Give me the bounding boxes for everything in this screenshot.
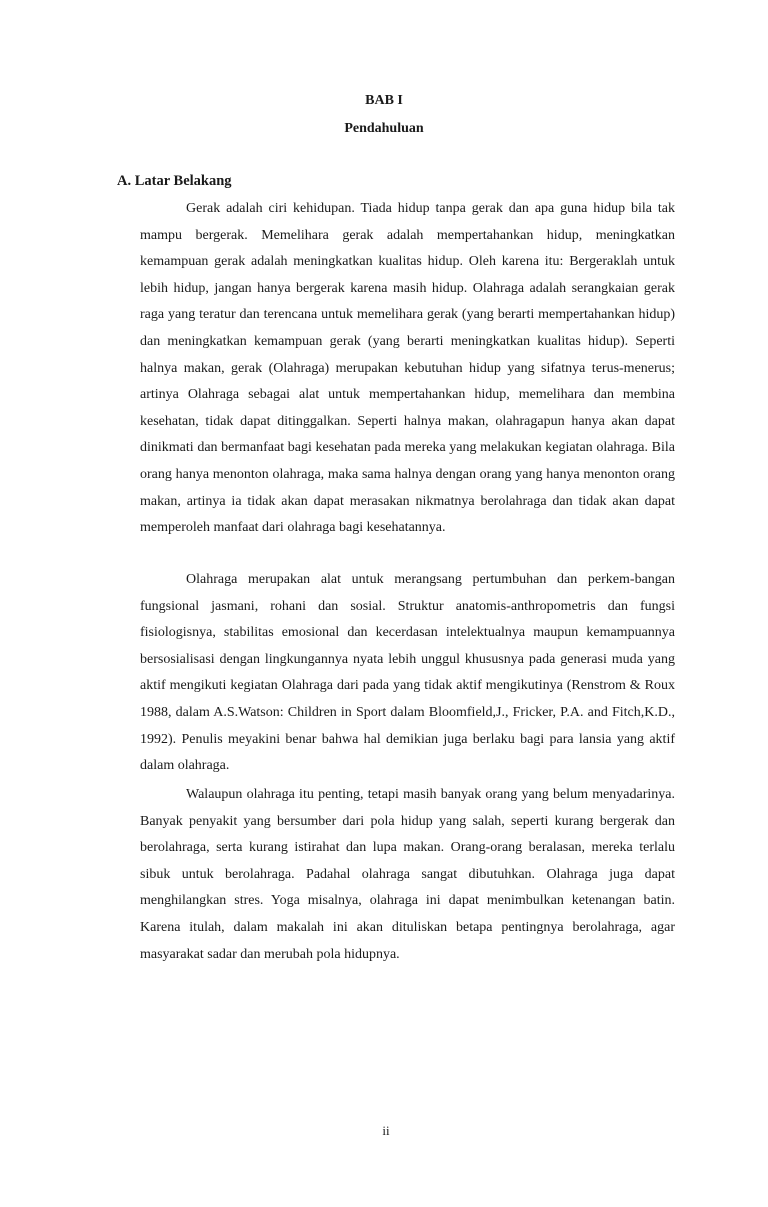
paragraph-1: Gerak adalah ciri kehidupan. Tiada hidup tanpa gerak dan apa guna hidup bila tak mampu bergerak. Memelihara gerak adalah mempertahankan hidup, meningkatkan kemampuan gerak adalah meningkatkan kualitas hidup. Oleh karena itu: Bergeraklah untuk lebih hidup, jangan hanya bergerak karena masih hidup. Olahraga adalah serangkaian gerak raga yang teratur dan terencana untuk memelihara gerak (yang berarti mempertahankan hidup) dan meningkatkan kemampuan gerak (yang berarti meningkatkan kualitas hidup). Seperti halnya makan, gerak (Olahraga) merupakan kebutuhan hidup yang sifatnya terus-menerus; artinya Olahraga sebagai alat untuk mempertahankan hidup, memelihara dan membina kesehatan, tidak dapat ditinggalkan. Seperti halnya makan, olahragapun hanya akan dapat dinikmati dan bermanfaat bagi kesehatan pada mereka yang melakukan kegiatan olahraga. Bila orang hanya menonton olahraga, maka sama halnya dengan orang yang hanya menonton orang makan, artinya ia tidak akan dapat merasakan nikmatnya berolahraga dan tidak akan dapat memperoleh manfaat dari olahraga bagi kesehatannya. [140,201,675,536]
page-number: ii [382,1123,390,1138]
section-heading: A. Latar Belakang [117,173,232,189]
paragraph-3: Walaupun olahraga itu penting, tetapi masih banyak orang yang belum menyadarinya. Banyak penyakit yang bersumber dari pola hidup yang salah, seperti kurang bergerak dan berolahraga, serta kurang istirahat dan lupa makan. Orang-orang beralasan, mereka terlalu sibuk untuk berolahraga. Padahal olahraga sangat dibutuhkan. Olahraga juga dapat menghilangkan stres. Yoga misalnya, olahraga ini dapat menimbulkan ketenangan batin. Karena itulah, dalam makalah ini akan dituliskan betapa pentingnya berolahraga, agar masyarakat sadar dan merubah pola hidupnya. [140,787,675,962]
paragraph-2: Olahraga merupakan alat untuk merangsang pertumbuhan dan perkem-bangan fungsional jasmani, rohani dan sosial. Struktur anatomis-anthropometris dan fungsi fisiologisnya, stabilitas emosional dan kecerdasan intelektualnya maupun kemampuannya bersosialisasi dengan lingkungannya nyata lebih unggul khususnya pada generasi muda yang aktif mengikuti kegiatan Olahraga dari pada yang tidak aktif mengikutinya (Renstrom & Roux 1988, dalam A.S.Watson: Children in Sport dalam Bloomfield,J., Fricker, P.A. and Fitch,K.D., 1992). Penulis meyakini benar bahwa hal demikian juga berlaku bagi para lansia yang aktif dalam olahraga. [140,572,675,774]
chapter-title: Pendahuluan [344,121,424,136]
chapter-number: BAB I [365,93,403,108]
